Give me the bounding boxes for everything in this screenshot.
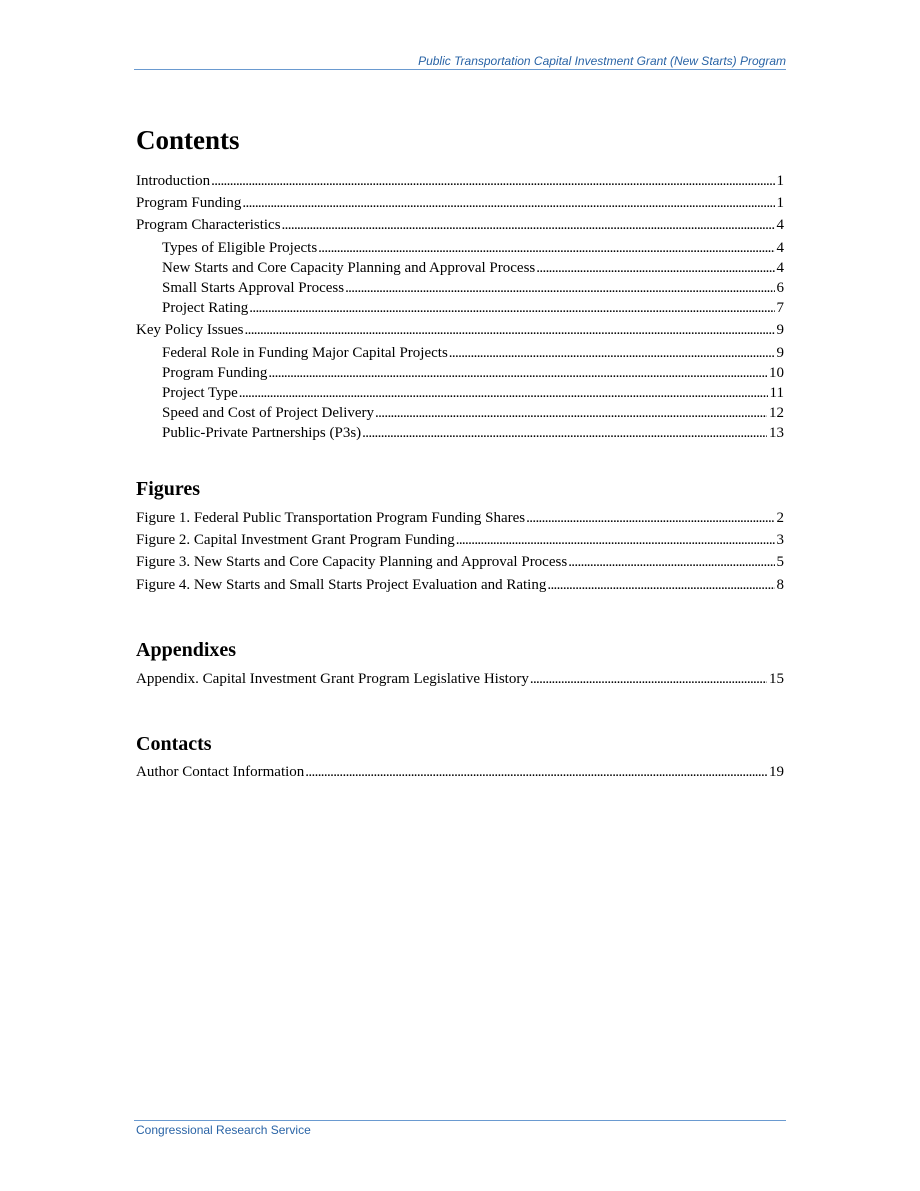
- contents-section: [136, 124, 784, 445]
- toc-entry[interactable]: [136, 405, 784, 425]
- toc-page-number: 4: [776, 239, 784, 256]
- contacts-heading: Contacts: [136, 733, 212, 755]
- toc-entry[interactable]: [136, 195, 784, 217]
- toc-entry-label: Project Rating: [162, 300, 249, 317]
- toc-page-number: 4: [776, 259, 784, 276]
- toc-entry-label: Project Type: [162, 384, 238, 401]
- toc-entry[interactable]: [136, 260, 784, 280]
- toc-entry-label: Speed and Cost of Project Delivery: [162, 405, 375, 422]
- toc-entry[interactable]: [136, 671, 784, 693]
- toc-page-number: 6: [776, 279, 784, 296]
- toc-entry-label: Types of Eligible Projects: [162, 239, 318, 256]
- dot-leader: [536, 260, 774, 277]
- dot-leader: [245, 322, 775, 339]
- toc-entry[interactable]: [136, 764, 784, 786]
- toc-entry-label: Key Policy Issues: [136, 322, 244, 339]
- dot-leader: [239, 385, 768, 402]
- footer-rule: [134, 1120, 786, 1121]
- toc-entry-label: Introduction: [136, 173, 211, 189]
- toc-entry[interactable]: [136, 385, 784, 405]
- toc-entry[interactable]: [136, 532, 784, 554]
- toc-entry-label: Federal Role in Funding Major Capital Projects: [162, 344, 448, 361]
- toc-page-number: 5: [776, 554, 784, 571]
- toc-entry[interactable]: [136, 345, 784, 365]
- dot-leader: [449, 345, 775, 362]
- toc-entry-label: Program Funding: [162, 364, 268, 381]
- toc-page-number: 11: [769, 384, 784, 401]
- toc-entry-label: Small Starts Approval Process: [162, 279, 345, 296]
- dot-leader: [242, 195, 774, 212]
- toc-entry[interactable]: [136, 577, 784, 599]
- toc-entry[interactable]: [136, 217, 784, 239]
- dot-leader: [547, 577, 774, 594]
- dot-leader: [568, 554, 774, 571]
- toc-entry[interactable]: [136, 365, 784, 385]
- dot-leader: [268, 365, 767, 382]
- toc-page-number: 9: [776, 322, 784, 339]
- dot-leader: [456, 532, 775, 549]
- toc-entry-label: Figure 2. Capital Investment Grant Program Funding: [136, 532, 455, 549]
- footer-organization: Congressional Research Service: [136, 1123, 311, 1137]
- toc-entry-label: Appendix. Capital Investment Grant Program Legislative History: [136, 671, 529, 687]
- toc-entry-label: Program Characteristics: [136, 217, 281, 234]
- toc-page-number: 4: [776, 217, 784, 234]
- toc-entry-label: Author Contact Information: [136, 764, 305, 780]
- toc-page-number: 10: [769, 364, 784, 381]
- dot-leader: [249, 300, 774, 317]
- toc-entry-label: Program Funding: [136, 195, 242, 212]
- toc-page-number: 3: [776, 532, 784, 549]
- toc-page-number: 8: [776, 576, 784, 593]
- dot-leader: [362, 425, 767, 442]
- header-rule: [134, 69, 786, 70]
- running-header: Public Transportation Capital Investment Grant (New Starts) Program: [418, 54, 786, 68]
- toc-entry[interactable]: [136, 510, 784, 532]
- dot-leader: [530, 671, 767, 688]
- toc-page-number: 7: [776, 300, 784, 317]
- toc-page-number: 15: [769, 671, 784, 687]
- toc-page-number: 1: [776, 173, 784, 189]
- toc-entry-label: Figure 4. New Starts and Small Starts Project Evaluation and Rating: [136, 576, 547, 593]
- toc-page-number: 19: [769, 764, 784, 780]
- toc-entry[interactable]: [136, 322, 784, 344]
- dot-leader: [282, 217, 775, 234]
- figures-heading: Figures: [136, 478, 201, 500]
- toc-page-number: 9: [776, 344, 784, 361]
- toc-entry-label: Public-Private Partnerships (P3s): [162, 425, 362, 442]
- figures-list: [136, 510, 784, 599]
- toc-page-number: 2: [776, 510, 784, 526]
- appendixes-list: [136, 671, 784, 693]
- toc-page-number: 1: [776, 195, 784, 212]
- toc-entry[interactable]: [136, 425, 784, 445]
- toc-entry[interactable]: [136, 300, 784, 320]
- toc-page-number: 12: [769, 405, 784, 422]
- contacts-section: [136, 732, 784, 786]
- appendixes-section: [136, 638, 784, 693]
- toc-entry-label: New Starts and Core Capacity Planning and Approval Process: [162, 259, 536, 276]
- toc-entry[interactable]: [136, 280, 784, 300]
- contents-list: [136, 173, 784, 445]
- contacts-list: [136, 764, 784, 786]
- dot-leader: [211, 173, 774, 190]
- dot-leader: [318, 240, 774, 257]
- dot-leader: [305, 764, 767, 781]
- toc-entry[interactable]: [136, 173, 784, 195]
- dot-leader: [345, 280, 774, 297]
- toc-entry[interactable]: [136, 240, 784, 260]
- dot-leader: [375, 405, 767, 422]
- toc-entry-label: Figure 3. New Starts and Core Capacity Planning and Approval Process: [136, 554, 568, 571]
- figures-section: [136, 477, 784, 599]
- contents-heading: Contents: [136, 125, 240, 155]
- toc-page-number: 13: [769, 425, 784, 442]
- dot-leader: [526, 510, 774, 527]
- toc-entry[interactable]: [136, 554, 784, 576]
- toc-entry-label: Figure 1. Federal Public Transportation Program Funding Shares: [136, 510, 526, 526]
- appendixes-heading: Appendixes: [136, 639, 237, 661]
